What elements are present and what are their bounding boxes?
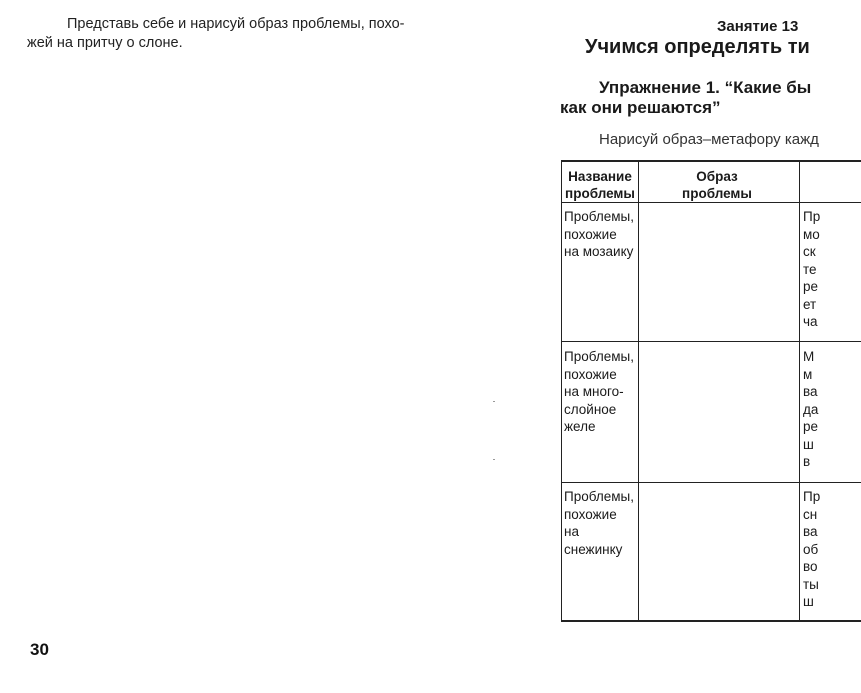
lesson-label: Занятие 13 — [717, 18, 799, 35]
scan-speck — [493, 401, 495, 402]
row-jelly-name: Проблемы, похожие на много- слойное желе — [564, 349, 634, 434]
instruction-text: Нарисуй образ–метафору кажд — [599, 131, 819, 148]
header-problem-name: Название проблемы — [565, 169, 635, 201]
exercise-subtitle: как они решаются” — [560, 98, 721, 117]
page-number: 30 — [30, 640, 49, 659]
left-paragraph-line-1: Представь себе и нарисуй образ проблемы, похо- — [67, 16, 405, 32]
table-divider — [562, 202, 861, 203]
row-mosaic-description-fragment: Пр мо ск те ре ет ча — [803, 209, 821, 329]
scan-speck — [493, 459, 495, 460]
row-mosaic-name: Проблемы, похожие на мозаику — [564, 209, 634, 259]
lesson-title: Учимся определять ти — [585, 36, 810, 58]
problems-table — [561, 160, 861, 622]
row-snowflake-description-fragment: Пр сн ва об во ты ш — [803, 489, 821, 609]
exercise-title: Упражнение 1. “Какие бы — [599, 78, 812, 97]
header-problem-image: Образ проблемы — [682, 169, 752, 201]
left-paragraph-line-2: жей на притчу о слоне. — [27, 35, 183, 51]
table-divider — [799, 162, 800, 620]
row-snowflake-name: Проблемы, похожие на снежинку — [564, 489, 634, 557]
row-jelly-description-fragment: М м ва да ре ш в — [803, 349, 819, 469]
table-divider — [562, 482, 861, 483]
table-divider — [562, 341, 861, 342]
